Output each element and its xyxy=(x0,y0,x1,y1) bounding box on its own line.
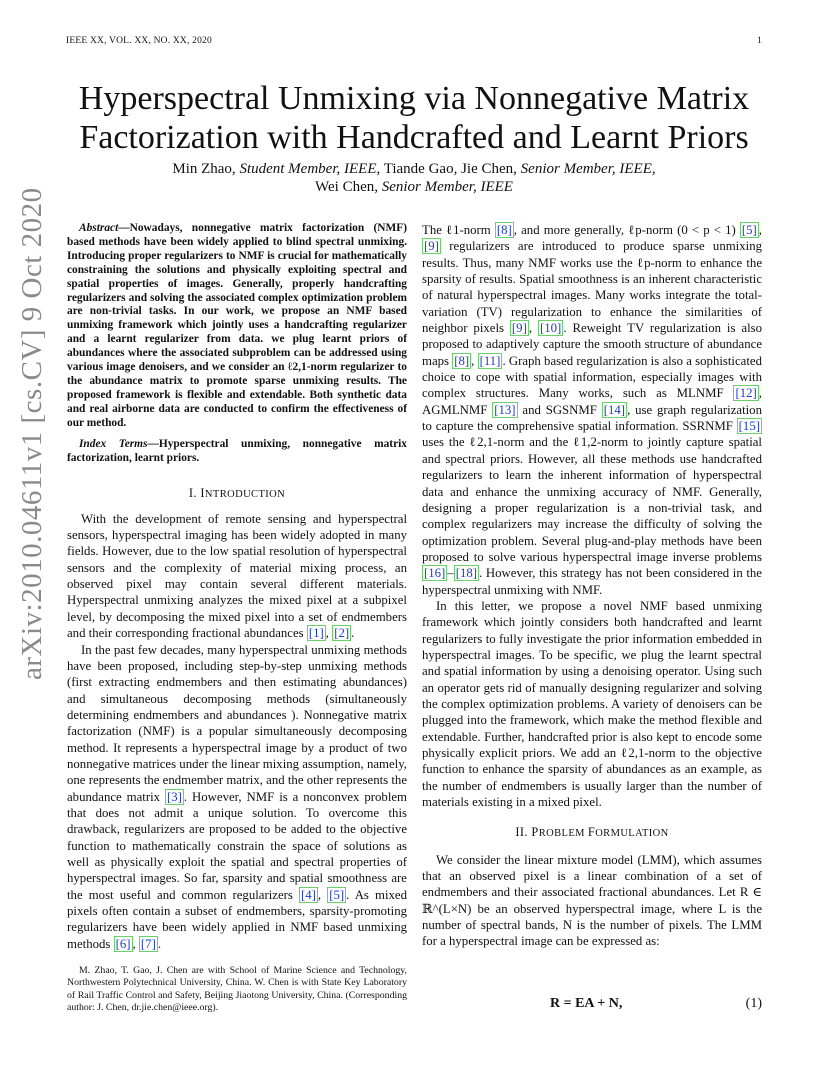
citation-link[interactable]: [1] xyxy=(308,626,324,641)
citation-link[interactable]: [18] xyxy=(455,566,478,581)
citation-link[interactable]: [8] xyxy=(496,223,512,237)
citation-link[interactable]: [3] xyxy=(166,789,182,804)
formulation-paragraph: We consider the linear mixture model (LMM), which assumes that an observed pixel is a linear combination of a set of endmembers and their associated fractional abundances. Let R ∈ ℝ^(L×N) be an observed hyperspectral image, where L is the number of spectral bands, N is the number of pixels. The LMM for a hyperspectral image can be expressed as: xyxy=(422,852,762,949)
citation-link[interactable]: [12] xyxy=(735,386,757,401)
citation-link[interactable]: [16] xyxy=(424,566,446,581)
author-footnote: M. Zhao, T. Gao, J. Chen are with School of Marine Science and Technology, Northwestern Polytechnical University, China. W. Chen is with State Key Laboratory of Rail Traffic Control and Safety, Beijing Jiaotong University, China. (Corresponding author: J. Chen, dr.jie.chen@ieee.org). xyxy=(67,965,407,1014)
arxiv-stamp[interactable]: arXiv:2010.04611v1 [cs.CV] 9 Oct 2020 xyxy=(16,187,48,680)
citation-link[interactable]: [11] xyxy=(479,353,501,368)
intro-paragraph-3: The ℓ1-norm [8] , and more generally, ℓp-norm (0 < p < 1) [5] , [9] regularizers are introduced to produce sparse unmixing results. Thus, many NMF works use the ℓp-norm to enhance the sparsity of results. Spatial smoothness is an inherent characteristic of natural hyperspectral images. Many works integrate the total-variation (TV) regularization to enhance the similarities of neighbor pixels [9] , [10] . Reweight TV regularization is also proposed to adaptively capture the smooth structure of abundance maps [8] , [11] . Graph based regularization is also a sophisticated choice to cope with spatial information, especially images with complex structures. Many works, such as MLNMF [12] , AGMLNMF [13] and SGSNMF [14] , use graph regularization to capture the comprehensive spatial information. SSRNMF [15] uses the ℓ2,1-norm and the ℓ1,2-norm to jointly capture spatial and spectral priors. However, all these methods use handcrafted regularizers to learn the inherent information of hyperspectral data and enhance the unmixing accuracy of NMF. Generally, designing a proper regularization is a non-trivial task, and complex regularizers may increase the difficulty of solving the optimization problem. Several plug-and-play methods have been proposed to solve various hyperspectral image inverse problems [16] – [18] . However, this strategy has not been considered in the hyperspectral unmixing with NMF. xyxy=(422,223,762,597)
intro-paragraph-4: In this letter, we propose a novel NMF based unmixing framework which jointly considers both handcrafted and learnt regularizers to fully investigate the prior information embedded in hyperspectral images. To be specific, we plug the learnt spectral and spatial information by using a denoising operator. Using such an operator gets rid of manually designing regularizer and solving the complex optimization problems. A variety of denoisers can be plugged into the framework, which make the method flexible and extendable. Further, handcrafted prior is also kept to encode some physically explicit priors. We add an ℓ2,1-norm to the objective function to enhance the sparsity of abundances as an example, as the number of endmembers is usually larger than the number of materials existing in a mixed pixel. xyxy=(422,598,762,810)
citation-link[interactable]: [7] xyxy=(140,936,156,951)
citation-link[interactable]: [8] xyxy=(454,353,470,368)
intro-paragraph-1: With the development of remote sensing and hyperspectral sensors, hyperspectral imaging has been widely adopted in many fields. However, due to the low spatial resolution of hyperspectral sensors and the complexity of material mixing process, an observed pixel may contain several different materials. Hyperspectral unmixing analyzes the mixed pixel at a subpixel level, by decomposing the mixed pixel into a set of endmembers and their corresponding fractional abundances [1] , [2] . xyxy=(67,511,407,641)
intro-paragraph-2: In the past few decades, many hyperspectral unmixing methods have been proposed, including step-by-step unmixing methods (first extracting endmembers and then estimating abundances) and simultaneous decomposing methods (simultaneously determining endmembers and abundances ). Nonnegative matrix factorization (NMF) is a popular simultaneously decomposing method. It represents a hyperspectral image by a product of two nonnegative matrices under the linear mixing assumption, namely, one represents the endmember matrix, and the other represents the abundance matrix [3] . However, NMF is a nonconvex problem that does not admit a unique solution. To overcome this drawback, regularizers are proposed to be added to the objective function to mathematically constrain the space of solutions as well as physically exploit the spatial and spectral properties of hyperspectral images. So far, sparsity and spatial smoothness are the most useful and common regularizers [4] , [5] . As mixed pixels often contain a subset of endmembers, sparsity-promoting regularizers have been widely applied in NMF based unmixing methods [6] , [7] . xyxy=(67,642,408,951)
journal-header: IEEE XX, VOL. XX, NO. XX, 2020 xyxy=(66,36,212,46)
citation-link[interactable]: [9] xyxy=(424,239,439,254)
citation-link[interactable]: [10] xyxy=(539,321,562,336)
author-list: Min Zhao, Student Member, IEEE, Tiande Gao, Jie Chen, Senior Member, IEEE, Wei Chen, Senior Member, IEEE xyxy=(172,161,656,195)
index-terms: Index Terms—Hyperspectral unmixing, nonnegative matrix factorization, learnt priors. xyxy=(67,437,407,464)
section-heading-problem-formulation: II. PROBLEM FORMULATION xyxy=(515,825,669,840)
citation-link[interactable]: [2] xyxy=(334,626,350,641)
left-column xyxy=(67,222,407,952)
paper-title: Hyperspectral Unmixing via Nonnegative Matrix Factorization with Handcrafted and Learnt Priors xyxy=(78,80,750,156)
right-column xyxy=(422,222,762,950)
citation-link[interactable]: [9] xyxy=(511,321,527,336)
equation-1 xyxy=(422,996,762,1014)
citation-link[interactable]: [5] xyxy=(741,223,757,237)
citation-link[interactable]: [15] xyxy=(738,419,760,434)
citation-link[interactable]: [13] xyxy=(494,402,516,417)
equation-formula: R = EA + N, xyxy=(550,996,623,1011)
page-number: 1 xyxy=(757,36,762,46)
citation-link[interactable]: [4] xyxy=(300,887,316,902)
equation-number: (1) xyxy=(745,996,762,1011)
section-heading-introduction: I. INTRODUCTION xyxy=(188,486,286,501)
citation-link[interactable]: [6] xyxy=(115,936,131,951)
abstract: Abstract—Nowadays, nonnegative matrix factorization (NMF) based methods have been widely applied to blind spectral unmixing. Introducing proper regularizers to NMF is crucial for mathematically constraining the solutions and physically exploiting spectral and spatial properties of images. Generally, properly handcrafting regularizers and solving the associated complex optimization problem are non-trivial tasks. In our work, we propose an NMF based unmixing framework which jointly uses a handcrafting regularizer and a learnt regularizer from data. we plug learnt priors of abundances where the associated subproblem can be addressed using various image denoisers, and we consider an ℓ2,1-norm regularizer to the abundance matrix to promote sparse unmixing results. The proposed framework is flexible and extendable. Both synthetic data and real airborne data are conducted to confirm the effectiveness of our method. xyxy=(67,222,407,429)
citation-link[interactable]: [14] xyxy=(603,402,626,417)
citation-link[interactable]: [5] xyxy=(329,887,345,902)
